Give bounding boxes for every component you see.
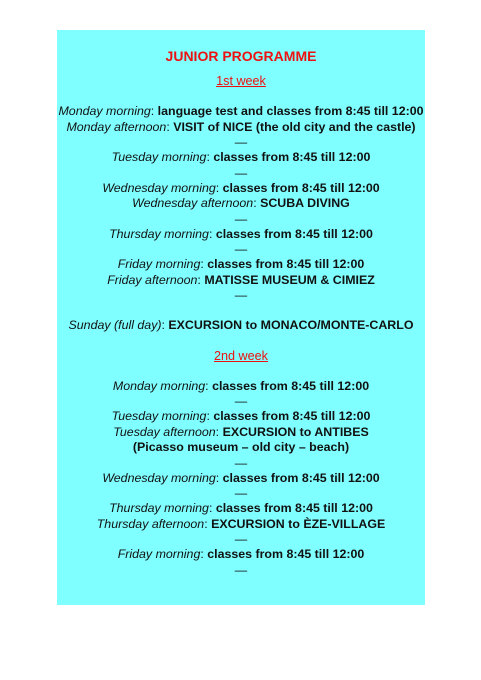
w2-tuesday-afternoon: Tuesday afternoon: EXCURSION to ANTIBES <box>113 424 369 439</box>
spacer <box>57 334 425 349</box>
w1-friday-morning-when: Friday morning <box>117 257 201 271</box>
w2-tuesday-afternoon-what: EXCURSION to ANTIBES <box>222 424 369 439</box>
w2-monday-morning-what: classes from 8:45 till 12:00 <box>212 378 370 393</box>
w2-friday-morning-when: Friday morning <box>117 547 201 561</box>
programme-panel <box>57 30 425 605</box>
w1-wednesday-morning-what: classes from 8:45 till 12:00 <box>222 180 380 195</box>
spacer <box>57 303 425 318</box>
w1-friday-afternoon: Friday afternoon: MATISSE MUSEUM & CIMIEZ <box>107 272 375 287</box>
separator: — <box>234 135 248 149</box>
w2-tuesday-morning: Tuesday morning: classes from 8:45 till 12:00 <box>111 409 371 423</box>
w1-sunday-what: EXCURSION to MONACO/MONTE-CARLO <box>168 318 414 332</box>
w2-tuesday-morning-what: classes from 8:45 till 12:00 <box>213 409 371 423</box>
w1-monday-morning: Monday morning: language test and classes from 8:45 till 12:00 <box>58 104 424 118</box>
w2-friday-morning: Friday morning: classes from 8:45 till 12:00 <box>117 547 365 561</box>
separator: — <box>234 455 248 470</box>
w2-wednesday-morning: Wednesday morning: classes from 8:45 till 12:00 <box>102 470 380 485</box>
separator: — <box>234 486 248 500</box>
week-2-heading: 2nd week <box>214 348 268 363</box>
w1-sunday-when: Sunday (full day) <box>68 318 162 332</box>
w1-friday-morning: Friday morning: classes from 8:45 till 12:00 <box>117 257 365 271</box>
w1-wednesday-afternoon-what: SCUBA DIVING <box>260 196 350 210</box>
w1-friday-afternoon-what: MATISSE MUSEUM & CIMIEZ <box>204 272 375 287</box>
w2-wednesday-morning-when: Wednesday morning <box>102 470 216 485</box>
w1-tuesday-morning-when: Tuesday morning <box>111 150 207 164</box>
w1-wednesday-afternoon: Wednesday afternoon: SCUBA DIVING <box>132 196 350 210</box>
w2-thursday-afternoon-when: Thursday afternoon <box>96 516 205 531</box>
w1-thursday-morning: Thursday morning: classes from 8:45 till 12:00 <box>109 226 373 241</box>
w2-wednesday-morning-what: classes from 8:45 till 12:00 <box>222 470 380 485</box>
separator: — <box>234 394 248 408</box>
w2-tuesday-morning-when: Tuesday morning <box>111 409 207 423</box>
w1-wednesday-morning-when: Wednesday morning <box>102 180 216 195</box>
w1-wednesday-morning: Wednesday morning: classes from 8:45 till 12:00 <box>102 180 380 195</box>
w2-tuesday-afternoon-detail: (Picasso museum – old city – beach) <box>132 440 350 454</box>
w1-monday-afternoon: Monday afternoon: VISIT of NICE (the old city and the castle) <box>66 119 416 134</box>
w1-monday-morning-when: Monday morning <box>58 104 151 118</box>
w2-thursday-afternoon-what: EXCURSION to ÈZE-VILLAGE <box>211 516 386 531</box>
separator: — <box>234 288 248 302</box>
w1-sunday: Sunday (full day): EXCURSION to MONACO/MONTE-CARLO <box>68 318 414 332</box>
w1-monday-afternoon-when: Monday afternoon <box>66 119 167 134</box>
w1-friday-afternoon-when: Friday afternoon <box>107 272 198 287</box>
programme-title: JUNIOR PROGRAMME <box>165 48 317 64</box>
w2-tuesday-afternoon-when: Tuesday afternoon <box>113 424 216 439</box>
w1-monday-morning-what: language test and classes from 8:45 till 12:00 <box>157 104 424 118</box>
separator: — <box>234 532 248 546</box>
w1-monday-afternoon-what: VISIT of NICE (the old city and the castle) <box>173 119 416 134</box>
w2-monday-morning-when: Monday morning <box>112 378 206 393</box>
w1-tuesday-morning-what: classes from 8:45 till 12:00 <box>213 150 371 164</box>
separator: — <box>234 562 248 577</box>
w2-thursday-morning-when: Thursday morning <box>109 501 209 515</box>
w2-thursday-morning-what: classes from 8:45 till 12:00 <box>215 501 373 515</box>
w1-wednesday-afternoon-when: Wednesday afternoon <box>132 196 254 210</box>
w1-thursday-morning-when: Thursday morning <box>109 226 209 241</box>
week-1-heading: 1st week <box>216 74 266 88</box>
w2-thursday-afternoon: Thursday afternoon: EXCURSION to ÈZE-VILLAGE <box>96 516 386 531</box>
separator: — <box>234 211 248 226</box>
separator: — <box>234 165 248 180</box>
w1-thursday-morning-what: classes from 8:45 till 12:00 <box>215 226 373 241</box>
w1-tuesday-morning: Tuesday morning: classes from 8:45 till 12:00 <box>111 150 371 164</box>
w2-monday-morning: Monday morning: classes from 8:45 till 12:00 <box>112 378 370 393</box>
separator: — <box>234 242 248 256</box>
w1-friday-morning-what: classes from 8:45 till 12:00 <box>207 257 365 271</box>
w2-thursday-morning: Thursday morning: classes from 8:45 till 12:00 <box>109 501 373 515</box>
w2-friday-morning-what: classes from 8:45 till 12:00 <box>207 547 365 561</box>
